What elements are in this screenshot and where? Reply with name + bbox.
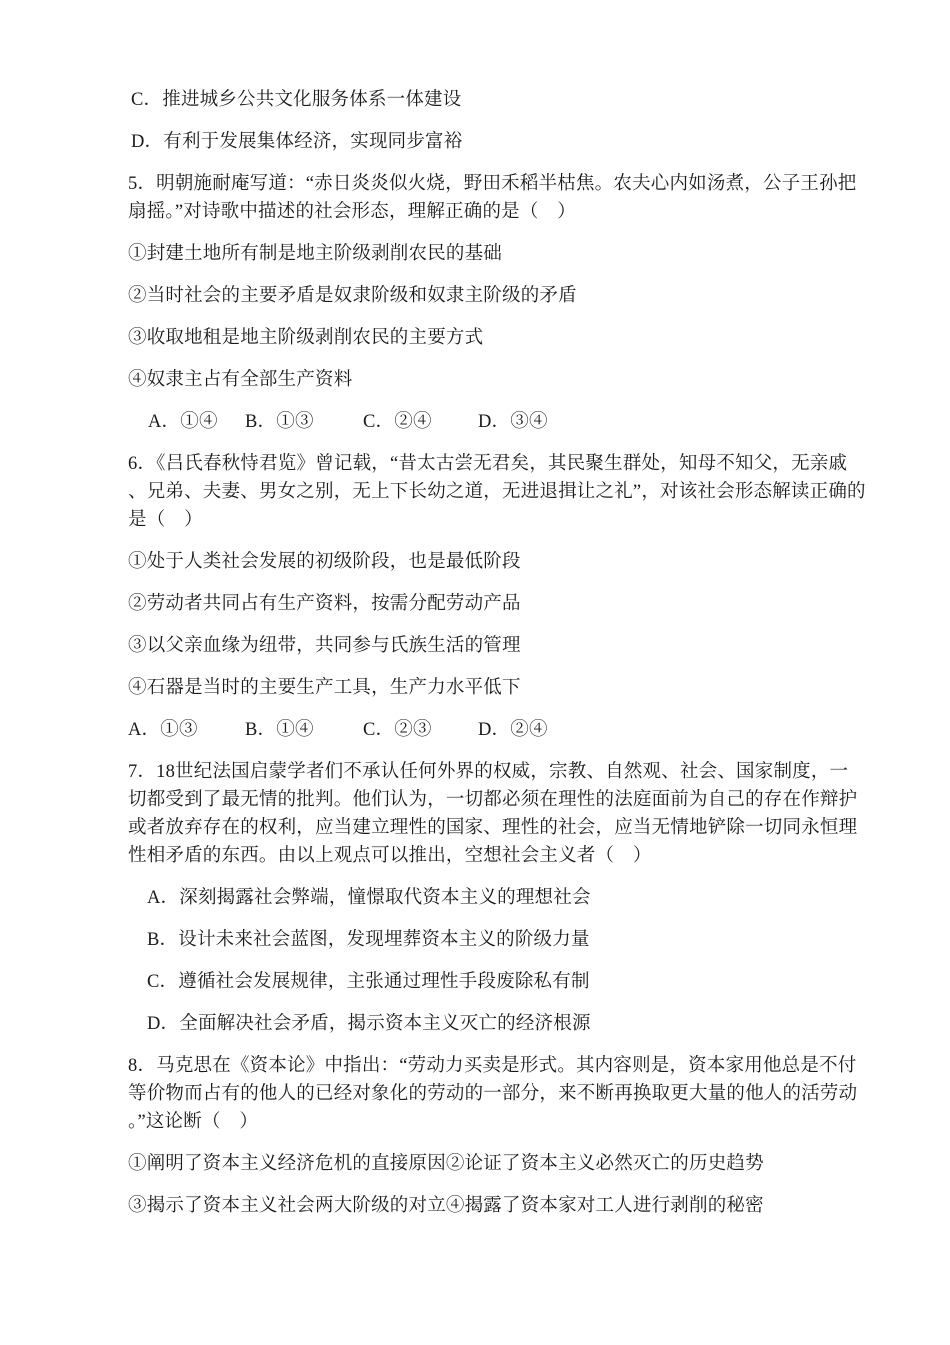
question-7-stem-line-2: 切都受到了最无情的批判。他们认为，一切都必须在理性的法庭面前为自己的存在作辩护 [128,790,858,810]
question-6-choices [128,716,847,744]
question-8-stem-line-2: 等价物而占有的他人的已经对象化的劳动的一部分，来不断再换取更大量的他人的活劳动 [128,1084,858,1104]
question-7-option-c: C．遵循社会发展规律，主张通过理性手段废除私有制 [147,972,590,992]
question-7-stem-line-4: 性相矛盾的东西。由以上观点可以推出，空想社会主义者（ ） [128,846,652,866]
question-5-item-3: ③收取地租是地主阶级剥削农民的主要方式 [128,328,484,348]
question-6-item-1: ①处于人类社会发展的初级阶段，也是最低阶段 [128,552,521,572]
question-8-stem-line-1: 8．马克思在《资本论》中指出：“劳动力买卖是形式。其内容则是，资本家用他总是不付 [128,1056,857,1076]
question-5-item-1: ①封建土地所有制是地主阶级剥削农民的基础 [128,244,503,264]
question-6-stem-line-3: 是（ ） [128,510,203,530]
question-7-option-d: D．全面解决社会矛盾，揭示资本主义灭亡的经济根源 [147,1014,591,1034]
question-4-option-d: D．有利于发展集体经济，实现同步富裕 [131,132,463,152]
question-6-choice-a: A．①③ [128,720,198,740]
question-6-item-3: ③以父亲血缘为纽带，共同参与氏族生活的管理 [128,636,521,656]
question-5-choice-d: D．③④ [478,412,548,432]
question-6-choice-c: C．②③ [363,720,432,740]
question-5-stem-line-1: 5．明朝施耐庵写道：“赤日炎炎似火烧，野田禾稻半枯焦。农夫心内如汤煮，公子王孙把 [128,174,857,194]
question-7-stem [128,758,858,870]
exam-content [128,86,866,1234]
question-7-stem-line-3: 或者放弃存在的权利，应当建立理性的国家、理性的社会，应当无情地铲除一切同永恒理 [128,818,858,838]
question-8-items-line-2: ③揭示了资本主义社会两大阶级的对立④揭露了资本家对工人进行剥削的秘密 [128,1196,764,1216]
question-5-stem-line-2: 扇摇。”对诗歌中描述的社会形态，理解正确的是（ ） [128,202,576,222]
question-6-choice-d: D．②④ [478,720,548,740]
question-7-option-a: A．深刻揭露社会弊端，憧憬取代资本主义的理想社会 [147,888,591,908]
question-6-item-4: ④石器是当时的主要生产工具，生产力水平低下 [128,678,521,698]
question-8-stem [128,1052,858,1136]
question-5-item-4: ④奴隶主占有全部生产资料 [128,370,353,390]
question-5-item-2: ②当时社会的主要矛盾是奴隶阶级和奴隶主阶级的矛盾 [128,286,577,306]
question-5-choice-a: A．①④ [148,412,218,432]
question-5-choice-b: B．①③ [245,412,314,432]
question-5-stem [128,170,857,226]
question-5-choice-c: C．②④ [363,412,432,432]
question-6-stem [128,450,866,534]
question-6-item-2: ②劳动者共同占有生产资料，按需分配劳动产品 [128,594,521,614]
question-6-choice-b: B．①④ [245,720,314,740]
question-5-choices [128,408,847,436]
question-8-stem-line-3: 。”这论断（ ） [128,1112,259,1132]
question-6-stem-line-1: 6．《吕氏春秋恃君览》曾记载，“昔太古尝无君矣，其民聚生群处，知母不知父，无亲戚 [128,454,848,474]
question-8-items-line-1: ①阐明了资本主义经济危机的直接原因②论证了资本主义必然灭亡的历史趋势 [128,1154,764,1174]
question-6-stem-line-2: 、兄弟、夫妻、男女之别，无上下长幼之道，无进退揖让之礼”，对该社会形态解读正确的 [128,482,866,502]
question-7-stem-line-1: 7．18世纪法国启蒙学者们不承认任何外界的权威，宗教、自然观、社会、国家制度，一 [128,762,849,782]
question-7-option-b: B．设计未来社会蓝图，发现埋葬资本主义的阶级力量 [147,930,590,950]
question-4-option-c: C．推进城乡公共文化服务体系一体建设 [131,90,462,110]
